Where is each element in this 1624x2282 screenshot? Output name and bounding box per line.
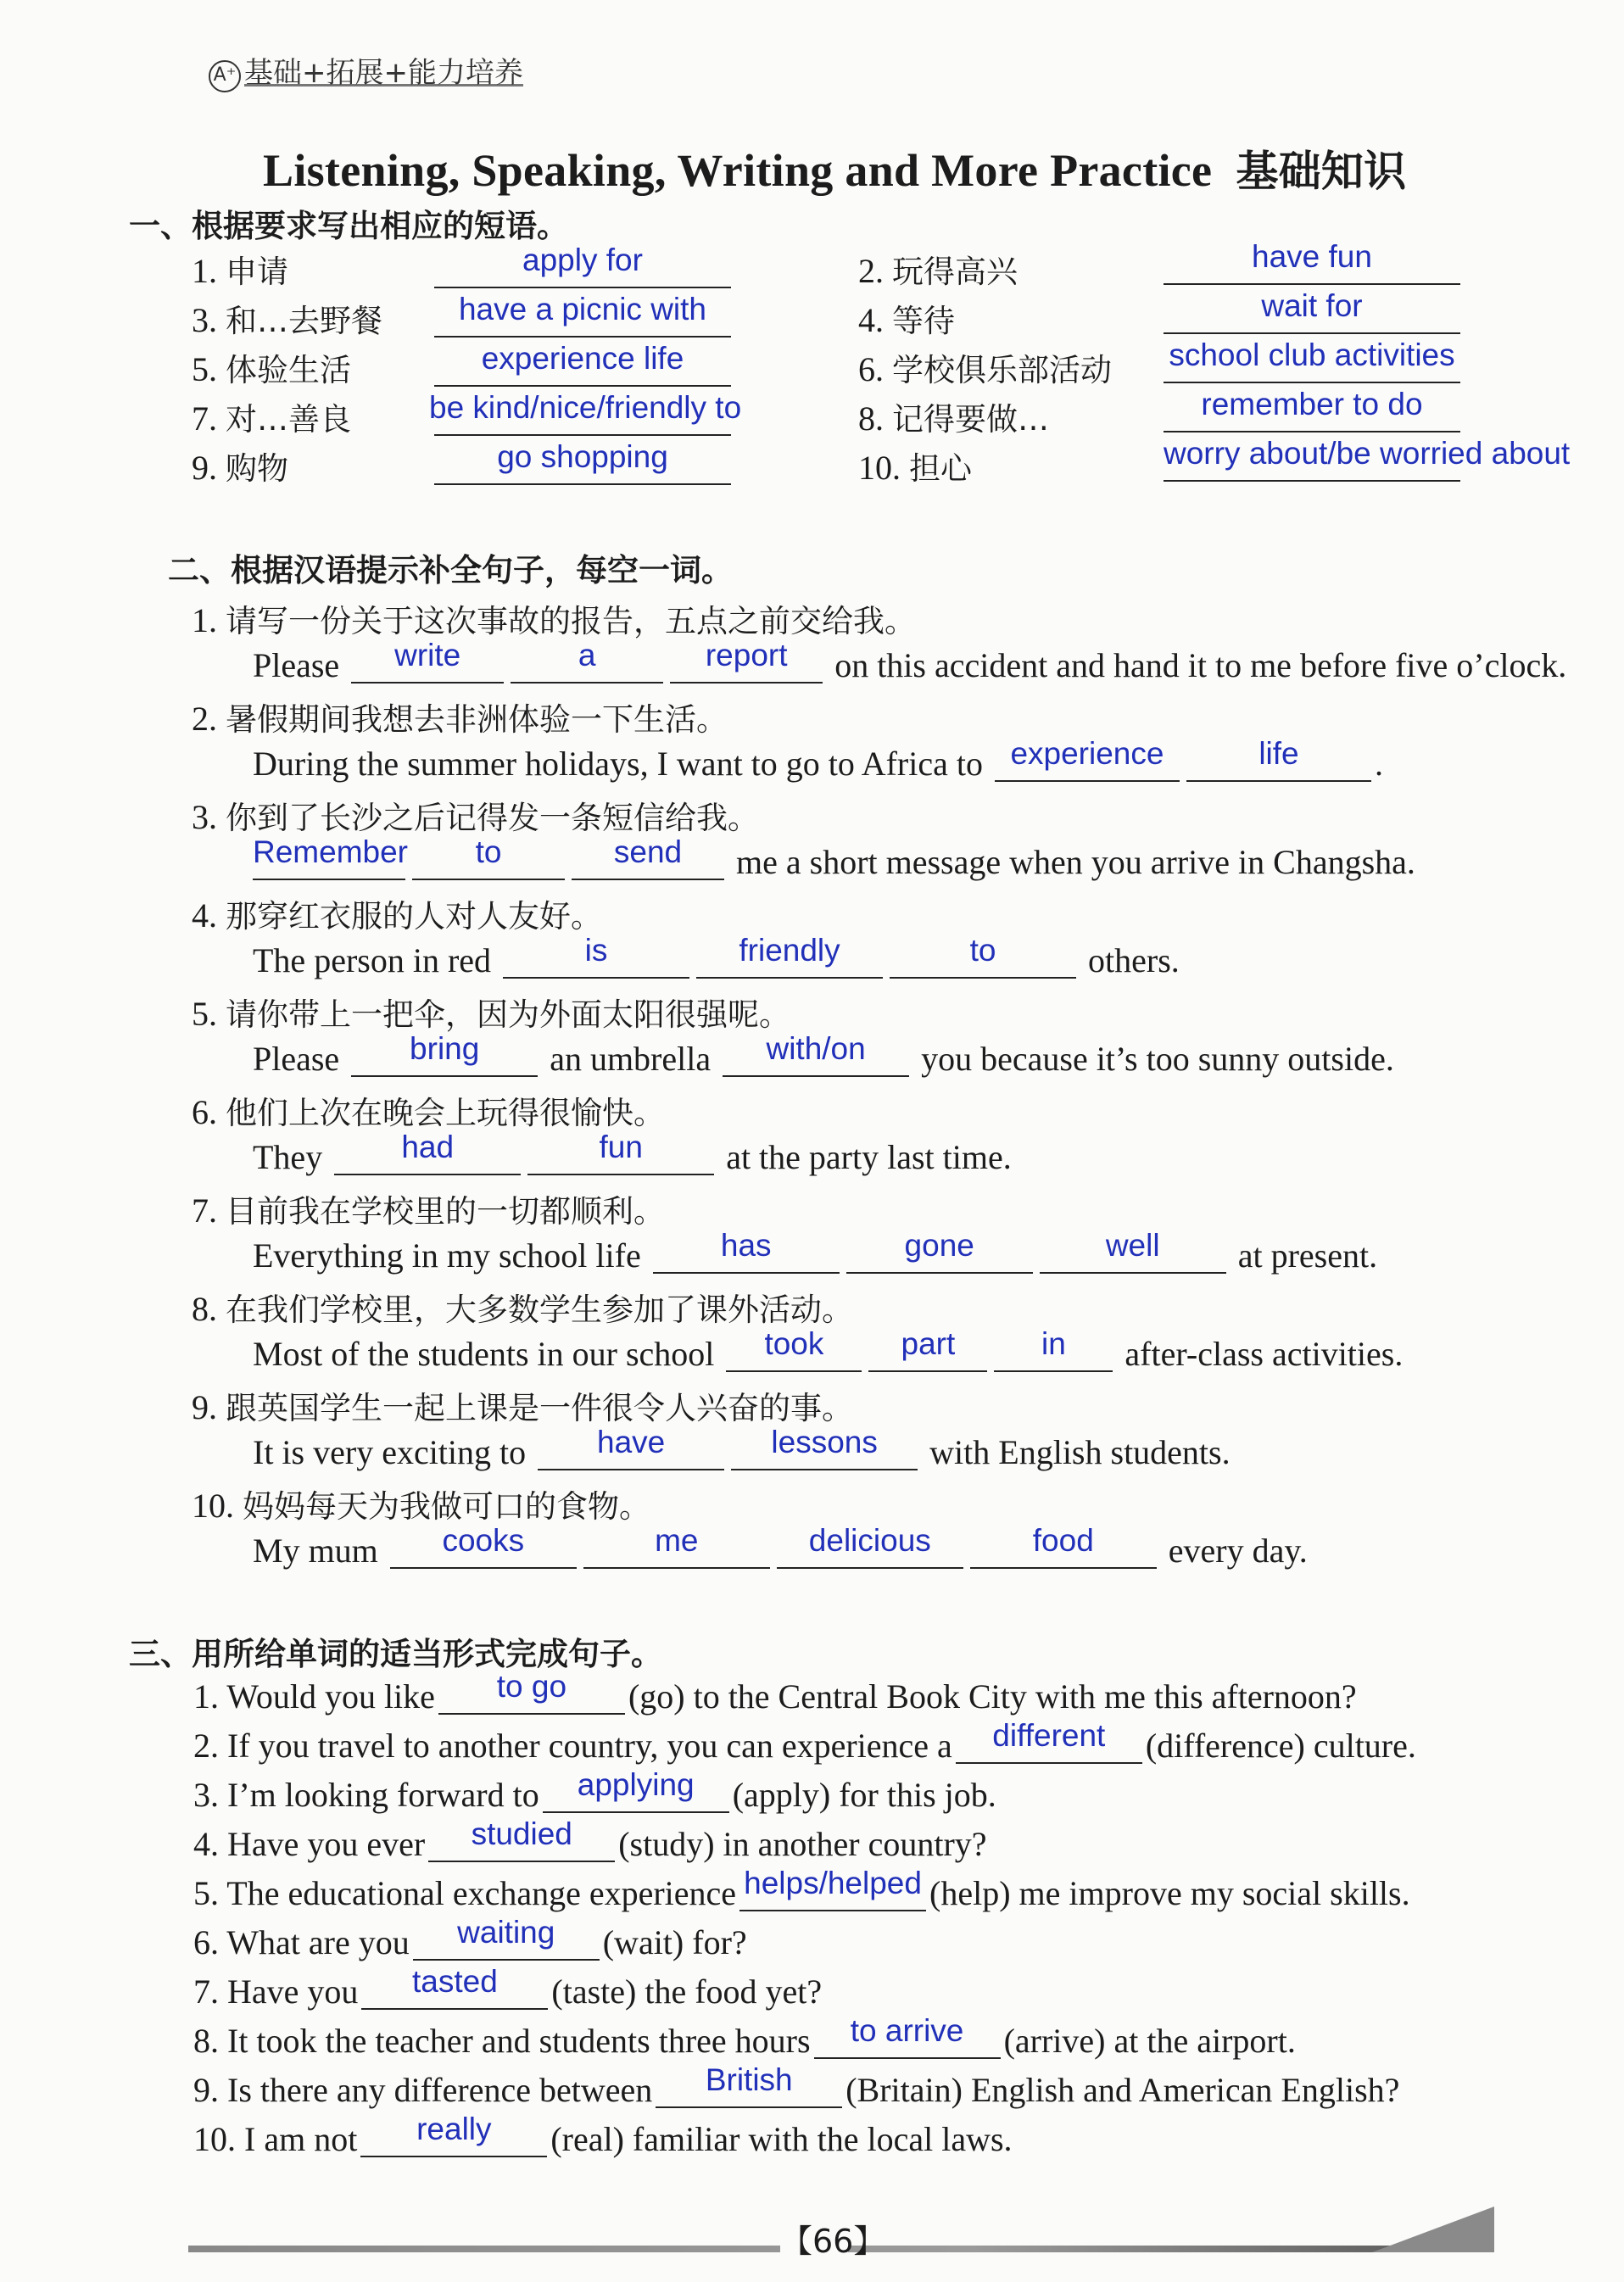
answer-blank[interactable] — [429, 390, 742, 436]
answer-blank[interactable] — [503, 933, 689, 979]
sentence-start: Would you like — [226, 1677, 435, 1716]
chinese-prompt — [192, 890, 602, 936]
answer-blank[interactable] — [334, 1130, 521, 1175]
prompt-text: 跟英国学生一起上课是一件很令人兴奋的事。 — [226, 1390, 853, 1426]
sentence-end: (difference) culture. — [1145, 1727, 1416, 1765]
sentence-start: The person in red — [253, 941, 492, 979]
sentence-start: I’m looking forward to — [227, 1776, 539, 1814]
chinese-prompt — [192, 694, 728, 739]
phrase-item — [858, 393, 1049, 439]
answer-text: to — [475, 834, 502, 869]
sentence-line — [193, 1767, 996, 1815]
item-number: 10. — [192, 1487, 234, 1525]
answer-text: in — [1041, 1326, 1066, 1361]
sentence-end: (wait) for? — [602, 1923, 747, 1961]
answer-text: have — [597, 1425, 666, 1459]
answer-blank[interactable] — [890, 933, 1076, 979]
answer-blank[interactable] — [434, 243, 731, 288]
answer-text: apply for — [522, 243, 643, 277]
sentence-start: Most of the students in our school — [253, 1335, 715, 1373]
answer-text: send — [613, 834, 683, 869]
answer-text: Remember — [253, 834, 408, 869]
sentence-start: My mum — [253, 1532, 378, 1570]
sentence-end: with English students. — [929, 1433, 1231, 1471]
item-number: 9. — [192, 449, 217, 487]
answer-text: remember to do — [1201, 387, 1423, 421]
sentence-end: others. — [1088, 941, 1180, 979]
sentence-end: (real) familiar with the local laws. — [550, 2120, 1013, 2158]
sentence-line — [193, 2112, 1013, 2159]
answer-blank[interactable] — [956, 1718, 1142, 1764]
prompt-text: 他们上次在晚会上玩得很愉快。 — [226, 1095, 665, 1131]
answer-blank[interactable] — [413, 1915, 600, 1961]
sentence-line — [193, 1816, 987, 1864]
item-prompt: 购物 — [226, 450, 288, 487]
item-number: 2. — [192, 700, 217, 738]
answer-blank[interactable] — [846, 1228, 1033, 1274]
item-number: 6. — [193, 1923, 219, 1961]
section-2-heading: 二、根据汉语提示补全句子，每空一词。 — [168, 552, 733, 589]
sentence-line — [253, 638, 1567, 685]
answer-text: to arrive — [850, 2013, 964, 2048]
item-prompt: 体验生活 — [226, 352, 351, 388]
item-number: 10. — [193, 2120, 236, 2158]
sentence-line — [253, 933, 1180, 980]
answer-blank[interactable] — [511, 638, 663, 683]
answer-blank[interactable] — [583, 1523, 770, 1569]
answer-text: tasted — [412, 1964, 498, 1999]
phrase-item — [192, 344, 351, 390]
sentence-end: on this accident and hand it to me before five o’clock. — [834, 646, 1567, 684]
item-number: 8. — [192, 1290, 217, 1328]
prompt-text: 暑假期间我想去非洲体验一下生活。 — [226, 701, 728, 738]
sentence-end: (taste) the food yet? — [551, 1972, 823, 2011]
sentence-start: Please — [253, 646, 340, 684]
answer-text: part — [901, 1326, 956, 1361]
chinese-prompt — [192, 1186, 665, 1231]
answer-text: food — [1032, 1523, 1094, 1558]
sentence-line — [193, 1866, 1410, 1913]
sentence-end: after-class activities. — [1125, 1335, 1404, 1373]
sentence-start: I am not — [244, 2120, 358, 2158]
item-prompt: 等待 — [892, 303, 955, 339]
chinese-prompt — [192, 792, 759, 838]
item-number: 1. — [193, 1677, 219, 1716]
sentence-start: Please — [253, 1040, 340, 1078]
sentence-start: It took the teacher and students three hours — [227, 2022, 811, 2060]
answer-text: be kind/nice/friendly to — [429, 390, 742, 425]
sentence-end: at the party last time. — [726, 1138, 1012, 1176]
sentence-end: (study) in another country? — [618, 1825, 987, 1863]
item-number: 5. — [193, 1874, 219, 1912]
answer-text: a — [578, 638, 596, 672]
answer-blank[interactable] — [543, 1767, 729, 1813]
answer-blank[interactable] — [670, 638, 823, 683]
item-prompt: 记得要做… — [892, 401, 1049, 438]
sentence-line — [253, 736, 1383, 784]
answer-blank[interactable] — [731, 1425, 918, 1470]
phrase-item — [858, 246, 1018, 292]
answer-blank[interactable] — [412, 834, 565, 880]
answer-text: to go — [496, 1669, 567, 1704]
sentence-line — [193, 1718, 1416, 1766]
sentence-line — [193, 2013, 1296, 2061]
item-number: 3. — [192, 301, 217, 339]
answer-text: cooks — [442, 1523, 525, 1558]
sentence-end: (Britain) English and American English? — [845, 2071, 1400, 2109]
sentence-end: (apply) for this job. — [732, 1776, 996, 1814]
answer-text: gone — [904, 1228, 974, 1263]
phrase-item — [192, 295, 382, 341]
answer-blank[interactable] — [1164, 387, 1460, 432]
answer-text: well — [1105, 1228, 1160, 1263]
answer-blank[interactable] — [253, 834, 408, 880]
phrase-item — [858, 295, 955, 341]
phrase-item — [192, 443, 288, 488]
sentence-start: Is there any difference between — [227, 2071, 653, 2109]
sentence-end: every day. — [1168, 1532, 1308, 1570]
sentence-start: They — [253, 1138, 323, 1176]
item-number: 7. — [192, 1191, 217, 1230]
answer-blank[interactable] — [868, 1326, 987, 1372]
sentence-end: . — [1374, 745, 1383, 783]
answer-blank[interactable] — [777, 1523, 963, 1569]
item-prompt: 对…善良 — [226, 401, 351, 438]
item-number: 8. — [858, 399, 884, 438]
chinese-prompt — [192, 989, 790, 1035]
prompt-text: 请写一份关于这次事故的报告，五点之前交给我。 — [226, 603, 916, 639]
prompt-text: 在我们学校里，大多数学生参加了课外活动。 — [226, 1292, 853, 1328]
answer-text: fun — [599, 1130, 643, 1164]
answer-text: life — [1258, 736, 1299, 771]
answer-blank[interactable] — [434, 341, 731, 387]
item-number: 9. — [193, 2071, 219, 2109]
answer-blank[interactable] — [723, 1031, 909, 1077]
answer-blank[interactable] — [361, 1964, 548, 2010]
answer-text: different — [992, 1718, 1106, 1753]
answer-text: have a picnic with — [458, 292, 707, 326]
sentence-line — [253, 834, 1415, 882]
answer-text: with/on — [766, 1031, 866, 1066]
answer-blank[interactable] — [572, 834, 724, 880]
item-number: 4. — [858, 301, 884, 339]
item-number: 7. — [192, 399, 217, 438]
answer-text: lessons — [771, 1425, 878, 1459]
answer-blank[interactable] — [739, 1866, 926, 1911]
answer-text: to — [969, 933, 996, 968]
sentence-end: (arrive) at the airport. — [1003, 2022, 1296, 2060]
answer-text: go shopping — [497, 439, 668, 474]
answer-blank[interactable] — [653, 1228, 840, 1274]
prompt-text: 那穿红衣服的人对人友好。 — [226, 898, 602, 935]
answer-blank[interactable] — [434, 439, 731, 485]
chinese-prompt — [192, 1087, 665, 1133]
item-number: 1. — [192, 601, 217, 639]
sentence-end: (help) me improve my social skills. — [929, 1874, 1410, 1912]
answer-text: really — [416, 2112, 492, 2146]
section-1-heading: 一、根据要求写出相应的短语。 — [129, 208, 568, 244]
section-3-heading: 三、用所给单词的适当形式完成句子。 — [129, 1636, 662, 1672]
phrase-item — [192, 393, 351, 439]
chinese-prompt — [192, 1481, 650, 1526]
answer-text: delicious — [808, 1523, 931, 1558]
page-title — [263, 137, 1407, 198]
sentence-line — [193, 1669, 1357, 1716]
phrase-item — [858, 443, 972, 488]
item-prompt: 和…去野餐 — [226, 303, 382, 339]
answer-text: applying — [577, 1767, 695, 1802]
item-number: 2. — [193, 1727, 219, 1765]
answer-blank[interactable] — [1040, 1228, 1226, 1274]
answer-text: took — [764, 1326, 824, 1361]
answer-text: school club activities — [1169, 338, 1455, 372]
phrase-item — [858, 344, 1112, 390]
item-number: 8. — [193, 2022, 219, 2060]
answer-blank[interactable] — [390, 1523, 577, 1569]
sentence-end: me a short message when you arrive in Changsha. — [736, 843, 1415, 881]
answer-text: report — [705, 638, 788, 672]
answer-blank[interactable] — [1164, 239, 1460, 285]
answer-blank[interactable] — [360, 2112, 547, 2157]
item-number: 1. — [192, 252, 217, 290]
prompt-text: 妈妈每天为我做可口的食物。 — [243, 1488, 650, 1525]
answer-text: waiting — [457, 1915, 555, 1950]
sentence-start: What are you — [226, 1923, 410, 1961]
sentence-start: If you travel to another country, you can experience a — [227, 1727, 952, 1765]
chinese-prompt — [192, 1284, 853, 1330]
answer-text: has — [720, 1228, 772, 1263]
sentence-line — [253, 1228, 1378, 1275]
item-number: 4. — [192, 896, 217, 935]
item-prompt: 玩得高兴 — [892, 254, 1018, 290]
prompt-text: 请你带上一把伞，因为外面太阳很强呢。 — [226, 996, 790, 1033]
sentence-line — [253, 1031, 1394, 1079]
answer-blank[interactable] — [656, 2062, 842, 2108]
phrase-item — [192, 246, 288, 292]
sentence-end: you because it’s too sunny outside. — [921, 1040, 1394, 1078]
sentence-line — [193, 1964, 823, 2011]
answer-blank[interactable] — [1164, 436, 1571, 482]
sentence-start: It is very exciting to — [253, 1433, 527, 1471]
answer-blank[interactable] — [434, 292, 731, 338]
sentence-end: (go) to the Central Book City with me this afternoon? — [628, 1677, 1357, 1716]
item-number: 2. — [858, 252, 884, 290]
series-header — [209, 49, 523, 92]
prompt-text: 你到了长沙之后记得发一条短信给我。 — [226, 800, 759, 836]
answer-blank[interactable] — [995, 736, 1180, 782]
sentence-end: at present. — [1237, 1236, 1378, 1275]
answer-text: experience life — [481, 341, 684, 376]
series-tag: 基础+拓展+能力培养 — [244, 56, 523, 90]
item-number: 5. — [192, 350, 217, 388]
sentence-line — [253, 1425, 1231, 1472]
sentence-start: The educational exchange experience — [226, 1874, 737, 1912]
sentence-line — [253, 1326, 1404, 1374]
answer-text: had — [401, 1130, 455, 1164]
item-number: 7. — [193, 1972, 219, 2011]
page-number: 【66】 — [780, 2215, 848, 2262]
answer-blank[interactable] — [351, 1031, 538, 1077]
title-english: Listening, Speaking, Writing and More Practice — [263, 145, 1213, 196]
item-number: 3. — [192, 798, 217, 836]
sentence-line — [193, 1915, 747, 1962]
answer-blank[interactable] — [726, 1326, 862, 1372]
prompt-text: 目前我在学校里的一切都顺利。 — [226, 1193, 665, 1230]
answer-text: helps/helped — [744, 1866, 922, 1900]
answer-text: me — [655, 1523, 699, 1558]
item-number: 9. — [192, 1388, 217, 1426]
item-prompt: 担心 — [909, 450, 972, 487]
chinese-prompt — [192, 1382, 853, 1428]
answer-blank[interactable] — [970, 1523, 1157, 1569]
sentence-line — [253, 1523, 1308, 1571]
answer-blank[interactable] — [438, 1669, 625, 1715]
answer-text: wait for — [1261, 288, 1363, 323]
answer-blank[interactable] — [1186, 736, 1371, 782]
item-prompt: 学校俱乐部活动 — [892, 352, 1112, 388]
sentence-middle: an umbrella — [550, 1040, 712, 1078]
answer-text: worry about/be worried about — [1164, 436, 1571, 471]
answer-blank[interactable] — [428, 1816, 615, 1862]
answer-text: is — [584, 933, 608, 968]
answer-blank[interactable] — [696, 933, 883, 979]
answer-text: studied — [471, 1816, 572, 1851]
answer-text: experience — [1010, 736, 1164, 771]
sentence-start: During the summer holidays, I want to go to Africa to — [253, 745, 983, 783]
answer-text: have fun — [1252, 239, 1372, 274]
answer-blank[interactable] — [1164, 338, 1460, 383]
sentence-start: Have you ever — [227, 1825, 426, 1863]
item-number: 5. — [192, 995, 217, 1033]
answer-text: bring — [410, 1031, 480, 1066]
answer-text: British — [705, 2062, 793, 2097]
answer-blank[interactable] — [814, 2013, 1001, 2059]
answer-blank[interactable] — [1164, 288, 1460, 334]
sentence-start: Everything in my school life — [253, 1236, 641, 1275]
sentence-line — [193, 2062, 1400, 2110]
item-number: 3. — [193, 1776, 219, 1814]
answer-text: friendly — [739, 933, 840, 968]
item-number: 4. — [193, 1825, 219, 1863]
title-chinese: 基础知识 — [1236, 147, 1407, 196]
answer-text: write — [394, 638, 461, 672]
series-logo: A⁺ — [209, 60, 241, 92]
item-number: 10. — [858, 449, 901, 487]
item-number: 6. — [192, 1093, 217, 1131]
answer-blank[interactable] — [994, 1326, 1113, 1372]
sentence-line — [253, 1130, 1012, 1177]
answer-blank[interactable] — [538, 1425, 724, 1470]
item-prompt: 申请 — [226, 254, 288, 290]
answer-blank[interactable] — [527, 1130, 714, 1175]
item-number: 6. — [858, 350, 884, 388]
chinese-prompt — [192, 595, 916, 641]
answer-blank[interactable] — [351, 638, 504, 683]
sentence-start: Have you — [227, 1972, 359, 2011]
